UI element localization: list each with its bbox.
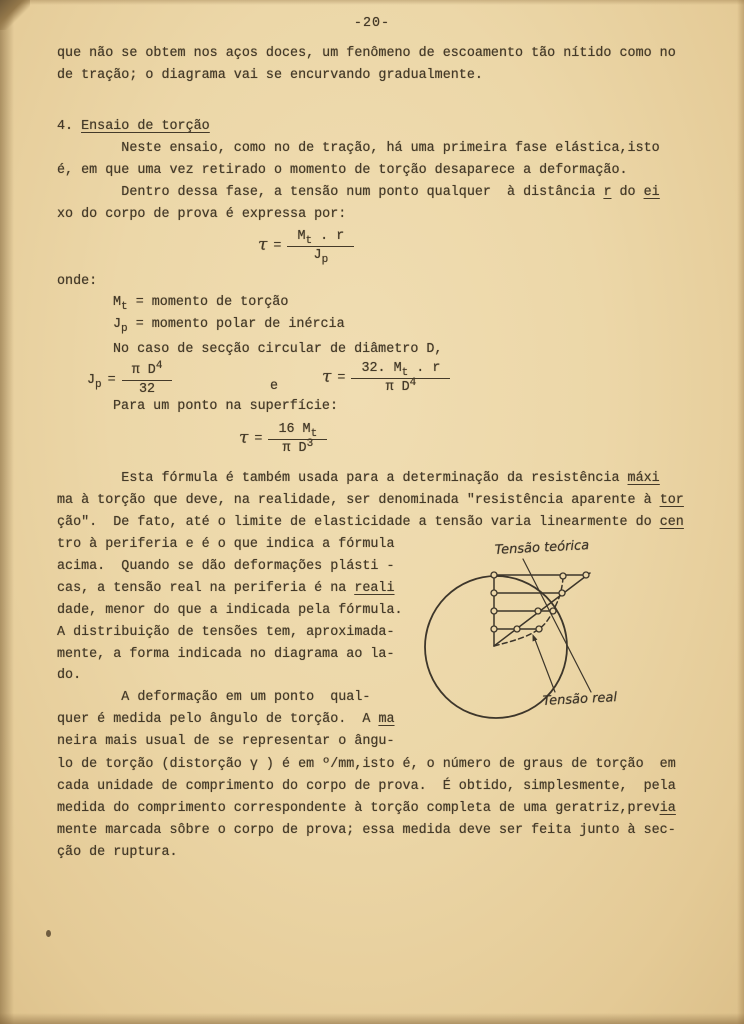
- text-line: Para um ponto na superfície:: [113, 399, 338, 414]
- marker-axis-2: [491, 590, 497, 596]
- page-number: -20-: [353, 16, 391, 31]
- text-line: A distribuição de tensões tem, aproximada-: [57, 624, 395, 640]
- paragraph-circular-section: [113, 339, 442, 361]
- text-line: mente marcada sôbre o corpo de prova; essa medida deve ser feita junto à sec-: [57, 822, 676, 838]
- numerator: π $D^4$: [122, 363, 173, 381]
- stress-distribution-diagram: [415, 535, 675, 725]
- equals-sign: =: [273, 238, 282, 254]
- text-line: lo de torção (distorção γ ) é em º/mm,isto é, o número de graus de torção em: [57, 757, 676, 772]
- text-line: que não se obtem nos aços doces, um fenômeno de escoamento tão nítido como no: [57, 46, 676, 61]
- text-line: acima. Quando se dão deformações plásti -: [57, 558, 395, 574]
- numerator: 32. $M_t$ . r: [351, 361, 450, 379]
- page-left-edge-shadow: [0, 0, 14, 1024]
- arrowhead-icon: [533, 634, 538, 642]
- label-real-stress: Tensão real: [542, 690, 618, 709]
- text-line: neira mais usual de se representar o ângu-: [57, 734, 395, 750]
- diagram-svg: [415, 535, 675, 725]
- text-line: de tração; o diagrama vai se encurvando gradualmente.: [57, 67, 483, 83]
- label-leader-real: [534, 637, 555, 692]
- text-line: Esta fórmula é também usada para a determinação da resistência máxi: [57, 471, 660, 486]
- text-line: cas, a tensão real na periferia é na reali: [57, 580, 395, 596]
- text-line: é, em que uma vez retirado o momento de torção desaparece a deformação.: [57, 162, 628, 178]
- page-bottom-edge-shadow: [0, 1013, 744, 1024]
- paragraph-apparent-resistance: [57, 468, 684, 534]
- paragraph-elastic-phase: [57, 138, 660, 182]
- section-heading: [57, 116, 210, 138]
- paragraph-beside-figure: [57, 534, 403, 753]
- text-line: mente, a forma indicada no diagrama ao la-: [57, 646, 395, 662]
- text-line: $J_p$ = momento polar de inércia: [113, 316, 345, 335]
- marker-theoretical-1: [583, 572, 589, 578]
- fraction: [268, 422, 327, 456]
- text-line: cada unidade de comprimento do corpo de prova. É obtido, simplesmente, pela: [57, 778, 676, 794]
- marker-theoretical-4: [514, 626, 520, 632]
- fraction: [287, 229, 354, 266]
- tau-symbol: τ: [239, 427, 249, 448]
- page-top-edge-shadow: [0, 0, 744, 5]
- text-line: onde:: [57, 274, 98, 289]
- symbol-definitions: [113, 292, 345, 336]
- marker-real-1: [560, 573, 566, 579]
- text-line: xo do corpo de prova é expressa por:: [57, 206, 347, 222]
- formula-surface-stress: [239, 422, 327, 456]
- text-line: quer é medida pelo ângulo de torção. A ma: [57, 712, 395, 728]
- text-line: medida do comprimento correspondente à torção completa de uma geratriz,previa: [57, 800, 676, 816]
- label-leader-theoretical: [523, 559, 591, 692]
- denominator: 32: [139, 382, 156, 397]
- marker-real-4: [536, 626, 542, 632]
- equals-sign: =: [337, 370, 346, 386]
- text-line: 4. Ensaio de torção: [57, 119, 210, 134]
- text-line: Dentro dessa fase, a tensão num ponto qualquer à distância r do ei: [57, 185, 660, 200]
- text-line: $M_t$ = momento de torção: [113, 295, 289, 313]
- marker-theoretical-2: [559, 590, 565, 596]
- equals-sign: =: [254, 431, 263, 447]
- equals-sign: =: [107, 372, 116, 388]
- text-line: A deformação em um ponto qual-: [57, 690, 371, 706]
- marker-axis-3: [491, 608, 497, 614]
- paragraph-torsion-angle: [57, 754, 676, 864]
- label-onde: [57, 271, 97, 293]
- tau-symbol: τ: [322, 366, 332, 387]
- marker-axis-1: [491, 572, 497, 578]
- formula-polar-moment: [87, 360, 172, 397]
- denominator: π $D^4$: [385, 377, 417, 395]
- marker-real-3: [550, 608, 556, 614]
- denominator: π $D^3$: [282, 438, 314, 456]
- text-line: No caso de secção circular de diâmetro D,: [113, 342, 443, 357]
- marker-axis-4: [491, 626, 497, 632]
- formula-shear-stress: [258, 229, 354, 266]
- tau-symbol: τ: [258, 234, 268, 255]
- page-right-edge-shadow: [737, 0, 744, 1024]
- numerator: 16 $M_t$: [268, 422, 327, 440]
- conjunction-e: e: [270, 379, 279, 394]
- paragraph-surface-point: [113, 396, 338, 418]
- label-theoretical-stress: Tensão teórica: [494, 538, 590, 558]
- paragraph-stress-at-point: [57, 182, 660, 226]
- theoretical-stress-line: [494, 573, 590, 646]
- numerator: $M_t$ . r: [287, 229, 354, 247]
- lhs: $J_p$: [87, 372, 102, 391]
- paragraph-intro: [57, 43, 676, 87]
- text-line: tro à periferia e é o que indica a fórmula: [57, 537, 395, 552]
- paper-speck: [46, 930, 51, 937]
- text-line: ma à torção que deve, na realidade, ser denominada "resistência aparente à tor: [57, 492, 684, 508]
- denominator: $J_p$: [313, 248, 329, 266]
- text-line: Neste ensaio, como no de tração, há uma primeira fase elástica,isto: [57, 141, 660, 156]
- text-line: dade, menor do que a indicada pela fórmula.: [57, 602, 403, 618]
- fraction: [122, 360, 173, 397]
- formula-shear-stress-circular: [322, 361, 450, 395]
- text-line: ção de ruptura.: [57, 844, 178, 860]
- marker-theoretical-3: [535, 608, 541, 614]
- text-line: do.: [57, 668, 82, 684]
- fraction: [351, 361, 450, 395]
- text-line: ção". De fato, até o limite de elasticidade a tensão varia linearmente do cen: [57, 514, 684, 530]
